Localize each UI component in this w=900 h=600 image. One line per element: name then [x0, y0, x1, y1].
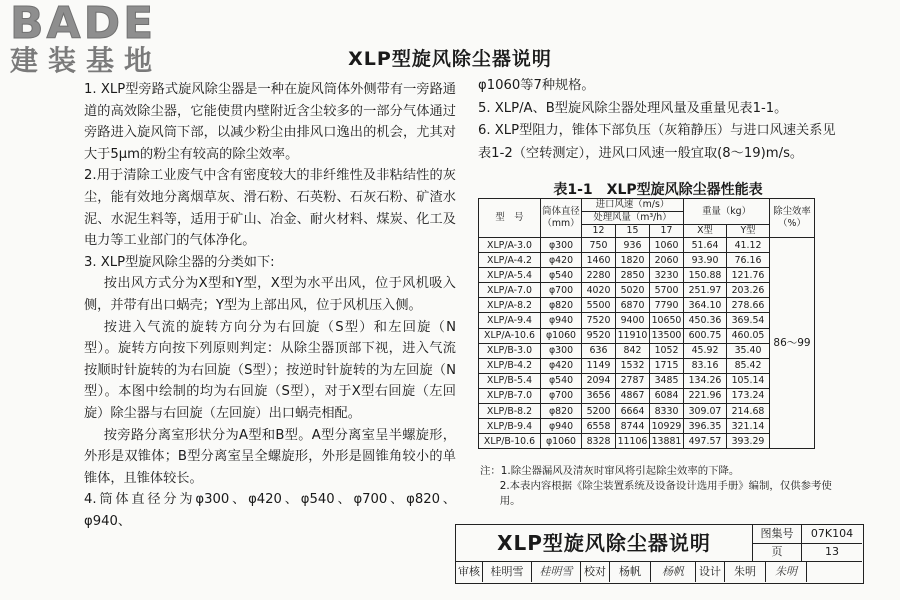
table-cell: φ300 [541, 343, 582, 358]
paragraph: 4.筒体直径分为φ300、φ420、φ540、φ700、φ820、φ940、 [84, 492, 456, 529]
table-cell: 4867 [616, 388, 650, 403]
table-cell: 393.29 [727, 434, 770, 449]
paragraph: 按进入气流的旋转方向分为右回旋（S型）和左回旋（N型）。旋转方向按下列原则判定：从除尘器顶部下视，进入气流按顺时针旋转的为右回旋（S型）；按逆时针旋转的为左回旋（N型）。本图中绘制的均为右回旋（S型），对于X型右回旋（左回旋）除尘器与右回旋（左回旋）出口蜗壳相配。 [84, 319, 456, 421]
table-cell: 460.05 [727, 328, 770, 343]
table-row [479, 373, 815, 388]
table-cell: 5200 [582, 404, 616, 419]
table-cell: φ540 [541, 373, 582, 388]
table-cell: 3485 [650, 373, 684, 388]
paragraph: 按旁路分离室形状分为A型和B型。A型分离室呈半螺旋形，外形是双锥体；B型分离室呈全螺旋形，外形是圆锥角较小的单锥体，且锥体较长。 [84, 427, 456, 486]
table-row [479, 388, 815, 403]
table-cell: 369.54 [727, 313, 770, 328]
header-weight: 重量（kg） [684, 199, 770, 225]
table-cell: φ940 [541, 419, 582, 434]
table-cell: 2850 [616, 268, 650, 283]
title-block-title: XLP型旋风除尘器说明 [456, 525, 753, 562]
table-cell: 13881 [650, 434, 684, 449]
table-cell: XLP/A-5.4 [479, 268, 541, 283]
table-cell: XLP/B-3.0 [479, 343, 541, 358]
table-cell: 51.64 [684, 238, 727, 253]
page-label: 页 [753, 543, 802, 562]
table-cell: 9520 [582, 328, 616, 343]
table-row [479, 253, 815, 268]
title-block [455, 524, 864, 584]
page-number: 13 [802, 543, 862, 562]
table-cell: 76.16 [727, 253, 770, 268]
paragraph: 3. XLP型旋风除尘器的分类如下: [84, 254, 275, 270]
table-row [479, 434, 815, 449]
table-cell: 2060 [650, 253, 684, 268]
table-cell: 134.26 [684, 373, 727, 388]
table-cell: XLP/A-3.0 [479, 238, 541, 253]
header-speed: 15 [616, 225, 650, 238]
designer-signature: 朱明 [766, 562, 807, 582]
note-item: 2.本表内容根据《除尘装置系统及设备设计选用手册》编制，仅供参考使用。 [499, 480, 832, 507]
table-cell: 309.07 [684, 404, 727, 419]
designer-name: 朱明 [725, 562, 766, 582]
performance-table [478, 198, 814, 449]
paragraph: 2.用于清除工业废气中含有密度较大的非纤维性及非粘结性的灰尘，能有效地分离烟草灰、滑石粉、石英粉、石灰石粉、矿渣水泥、水泥生料等，适用于矿山、冶金、耐火材料、煤炭、化工及电力等工业部门的气体净化。 [84, 168, 456, 249]
table-cell: φ1060 [541, 434, 582, 449]
table-cell: XLP/A-7.0 [479, 283, 541, 298]
table-cell: 8330 [650, 404, 684, 419]
check-label: 校对 [581, 562, 610, 582]
atlas-label: 图集号 [753, 525, 802, 544]
header-airflow: 处理风量（m³/h） [582, 212, 684, 225]
table-cell: 2094 [582, 373, 616, 388]
table-cell: 251.97 [684, 283, 727, 298]
table-cell: 497.57 [684, 434, 727, 449]
left-column [84, 79, 456, 532]
table-row [479, 283, 815, 298]
table-cell: 4020 [582, 283, 616, 298]
paragraph: 1. XLP型旁路式旋风除尘器是一种在旋风筒体外侧带有一旁路通道的高效除尘器，它能使贯内壁附近含尘较多的一部分气体通过旁路进入旋风筒下部，以减少粉尘由排风口逸出的机会，尤其对大于5μm的粉尘有较高的除尘效率。 [84, 82, 456, 162]
header-efficiency: 除尘效率（%） [770, 199, 815, 238]
checker-name: 杨帆 [610, 562, 651, 582]
table-cell: 7790 [650, 298, 684, 313]
table-cell: 936 [616, 238, 650, 253]
table-row [479, 298, 815, 313]
table-cell: XLP/B-9.4 [479, 419, 541, 434]
table-row [479, 238, 815, 253]
table-row [479, 313, 815, 328]
table-cell: 203.26 [727, 283, 770, 298]
table-cell: 364.10 [684, 298, 727, 313]
right-column-text [478, 75, 843, 165]
table-row [479, 404, 815, 419]
table-cell: φ700 [541, 283, 582, 298]
table-cell: 2787 [616, 373, 650, 388]
design-label: 设计 [696, 562, 725, 582]
table-cell: 8744 [616, 419, 650, 434]
table-cell: 121.76 [727, 268, 770, 283]
checker-signature: 杨帆 [651, 562, 696, 582]
paragraph: φ1060等7种规格。 [478, 78, 595, 93]
table-cell: 13500 [650, 328, 684, 343]
table-cell: 85.42 [727, 358, 770, 373]
table-cell: 1052 [650, 343, 684, 358]
table-cell: XLP/B-8.2 [479, 404, 541, 419]
table-cell: 7520 [582, 313, 616, 328]
table-cell: 93.90 [684, 253, 727, 268]
table-cell: 173.24 [727, 388, 770, 403]
header-speed: 17 [650, 225, 684, 238]
paragraph: 6. XLP型阻力，锥体下部负压（灰箱静压）与进口风速关系见表1-2（空转测定），进风口风速一般宜取(8～19)m/s。 [478, 123, 836, 161]
table-cell: 1532 [616, 358, 650, 373]
table-cell: 1820 [616, 253, 650, 268]
notes-label: 注： [480, 465, 501, 477]
table-cell: 2280 [582, 268, 616, 283]
table-cell: 6664 [616, 404, 650, 419]
table-cell: 6084 [650, 388, 684, 403]
table-cell: 35.40 [727, 343, 770, 358]
header-type: Y型 [727, 225, 770, 238]
review-label: 审核 [456, 562, 483, 582]
table-caption: 表1-1 XLP型旋风除尘器性能表 [553, 182, 763, 198]
table-cell: φ540 [541, 268, 582, 283]
table-cell: 221.96 [684, 388, 727, 403]
table-row [479, 419, 815, 434]
atlas-number: 07K104 [802, 525, 862, 544]
table-cell: 750 [582, 238, 616, 253]
table-cell: 10650 [650, 313, 684, 328]
table-cell: XLP/A-10.6 [479, 328, 541, 343]
table-row [479, 343, 815, 358]
table-cell: φ300 [541, 238, 582, 253]
table-cell: 83.16 [684, 358, 727, 373]
table-cell: XLP/A-4.2 [479, 253, 541, 268]
table-cell: 10929 [650, 419, 684, 434]
table-cell: 600.75 [684, 328, 727, 343]
table-cell: φ700 [541, 388, 582, 403]
header-speed: 12 [582, 225, 616, 238]
table-cell: φ940 [541, 313, 582, 328]
table-cell: 214.68 [727, 404, 770, 419]
header-diameter: 筒体直径（mm） [541, 199, 582, 238]
table-cell: 6870 [616, 298, 650, 313]
table-cell: φ820 [541, 404, 582, 419]
table-row [479, 328, 815, 343]
table-cell: 105.14 [727, 373, 770, 388]
logo-brand: BADE [10, 0, 157, 49]
table-cell: 450.36 [684, 313, 727, 328]
table-cell: XLP/B-10.6 [479, 434, 541, 449]
table-cell: φ1060 [541, 328, 582, 343]
table-cell: 5020 [616, 283, 650, 298]
logo-subtitle: 建装基地 [10, 44, 163, 77]
table-row [479, 358, 815, 373]
table-cell: XLP/B-4.2 [479, 358, 541, 373]
table-cell: 9400 [616, 313, 650, 328]
table-cell: XLP/B-5.4 [479, 373, 541, 388]
paragraph: 按出风方式分为X型和Y型，X型为水平出风，位于风机吸入侧，并带有出口蜗壳；Y型为上部出风，位于风机压入侧。 [84, 276, 456, 313]
table-cell: 278.66 [727, 298, 770, 313]
table-cell: 8328 [582, 434, 616, 449]
page-title: XLP型旋风除尘器说明 [348, 48, 552, 70]
table-cell: 3230 [650, 268, 684, 283]
table-cell: 1715 [650, 358, 684, 373]
table-cell: 45.92 [684, 343, 727, 358]
table-cell: 636 [582, 343, 616, 358]
table-cell: XLP/B-7.0 [479, 388, 541, 403]
reviewer-name: 桂明雪 [483, 562, 532, 582]
table-cell: XLP/A-9.4 [479, 313, 541, 328]
table-cell: 1149 [582, 358, 616, 373]
table-cell: φ420 [541, 358, 582, 373]
reviewer-signature: 桂明雪 [532, 562, 581, 582]
table-cell: 11106 [616, 434, 650, 449]
header-inlet-speed: 进口风速（m/s） [582, 199, 684, 212]
table-cell: 1460 [582, 253, 616, 268]
table-cell: 321.14 [727, 419, 770, 434]
table-cell: φ820 [541, 298, 582, 313]
header-model: 型 号 [479, 199, 541, 238]
table-row [479, 268, 815, 283]
table-cell: 41.12 [727, 238, 770, 253]
efficiency-cell: 86～99 [770, 238, 815, 449]
table-cell: 150.88 [684, 268, 727, 283]
table-cell: 5500 [582, 298, 616, 313]
table-cell: φ420 [541, 253, 582, 268]
paragraph: 5. XLP/A、B型旋风除尘器处理风量及重量见表1-1。 [478, 100, 788, 116]
table-cell: 396.35 [684, 419, 727, 434]
table-cell: 6558 [582, 419, 616, 434]
table-cell: 11910 [616, 328, 650, 343]
note-item: 1.除尘器漏风及清灰时窜风将引起除尘效率的下降。 [500, 465, 740, 477]
header-type: X型 [684, 225, 727, 238]
table-cell: 5700 [650, 283, 684, 298]
table-cell: 842 [616, 343, 650, 358]
table-cell: 3656 [582, 388, 616, 403]
table-cell: XLP/A-8.2 [479, 298, 541, 313]
table-notes [480, 464, 840, 509]
table-cell: 1060 [650, 238, 684, 253]
